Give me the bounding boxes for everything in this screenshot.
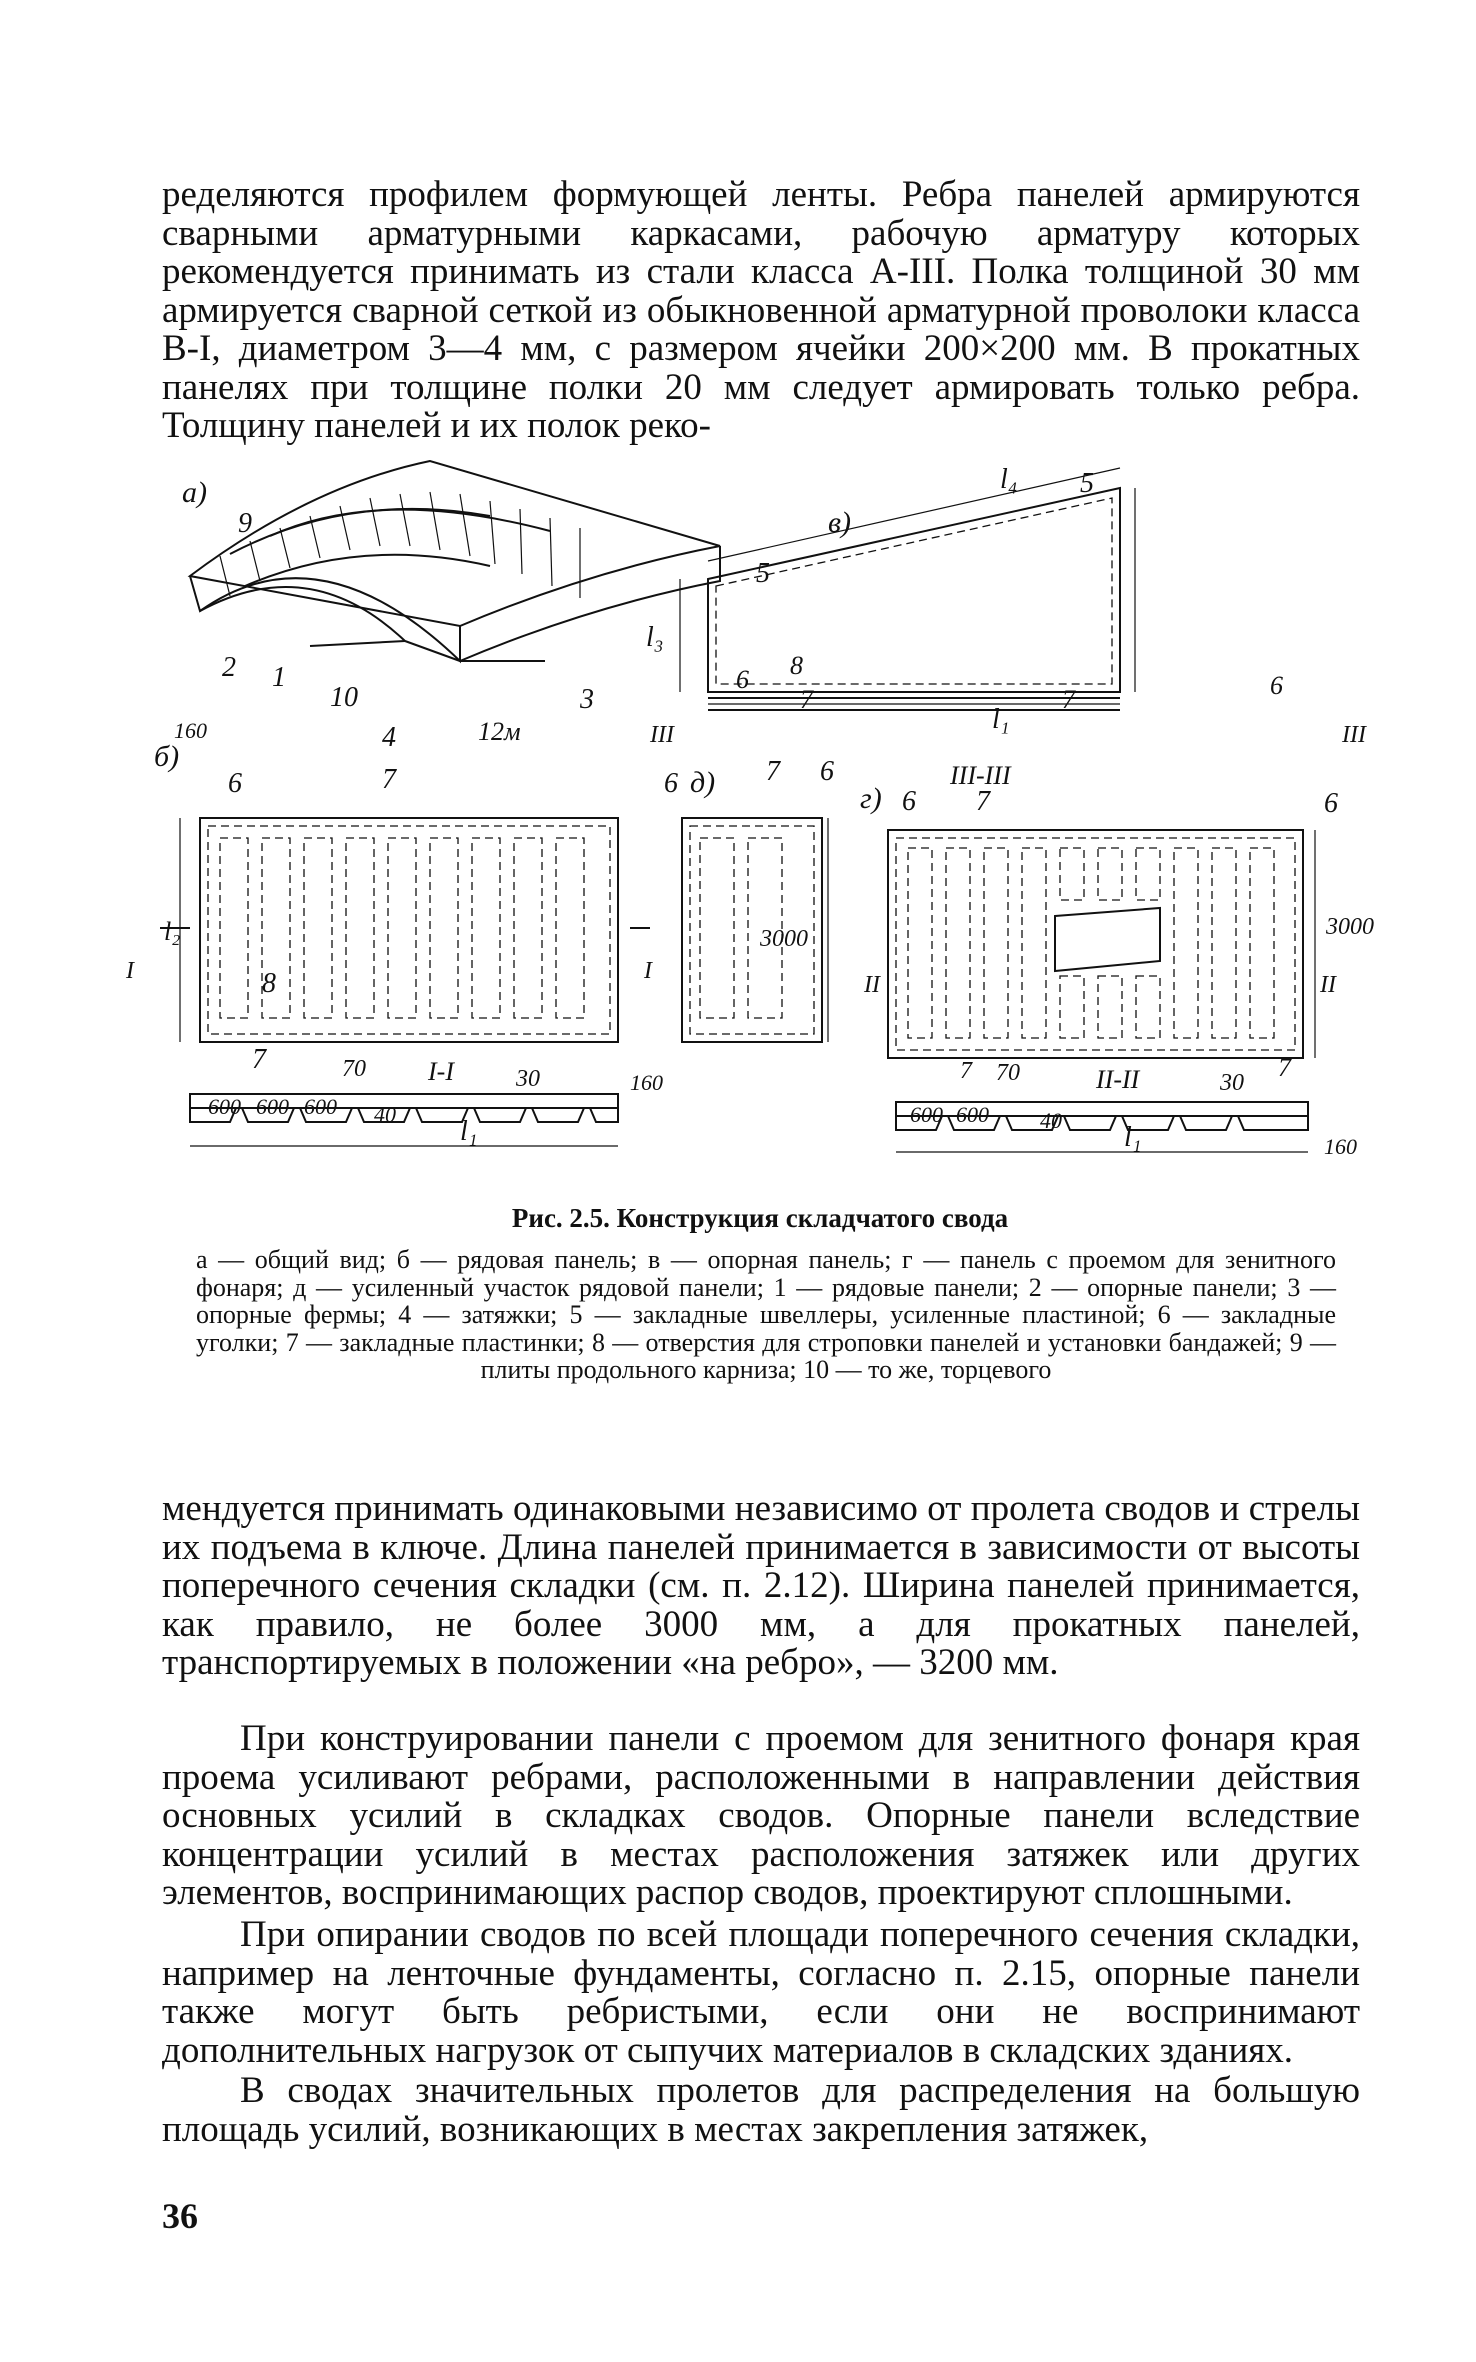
dim-160-top: 160 xyxy=(174,718,207,743)
label-part-v: в) xyxy=(828,506,852,539)
dim-30-left: 30 xyxy=(516,1066,540,1092)
callout-7-g-bottom: 7 xyxy=(960,1058,972,1084)
dim-600-e: 600 xyxy=(956,1102,989,1127)
callout-6-g-right: 6 xyxy=(1324,788,1338,819)
callout-10: 10 xyxy=(330,682,358,713)
callout-8-left: 8 xyxy=(262,968,276,999)
callout-8-top: 8 xyxy=(790,651,803,680)
section-2-2-label: II-II xyxy=(1096,1065,1140,1094)
panel-with-opening-plan xyxy=(888,830,1315,1058)
dim-l1-top: l₁ xyxy=(992,704,1010,735)
dim-160-right: 160 xyxy=(1324,1134,1357,1159)
callout-7-top: 7 xyxy=(382,764,396,795)
dim-l3: l₃ xyxy=(646,622,664,653)
dim-l1-right: l₁ xyxy=(1124,1122,1142,1153)
label-part-b: б) xyxy=(154,740,180,773)
dim-70-left: 70 xyxy=(342,1056,366,1082)
dim-40-right: 40 xyxy=(1040,1108,1062,1133)
paragraph-top: ределяются профилем формующей ленты. Ребра панелей армируются сварными арматурными каркасами, рабочую арматуру которых рекомендуется принимать из стали класса А-III. Полка толщиной 30 мм армируется сварной сеткой из обыкновенной арматурной проволоки класса В-I, диаметром 3—4 мм, с размером ячейки 200×200 мм. В прокатных панелях при толщине полки 20 мм следует армировать только ребра. Толщину панелей и их полок реко- xyxy=(162,174,1360,446)
dim-600-a: 600 xyxy=(208,1094,241,1119)
callout-1: 1 xyxy=(272,662,286,693)
callout-6-left: 6 xyxy=(228,768,242,799)
dim-3000-d: 3000 xyxy=(760,926,808,952)
figure-caption-legend: а — общий вид; б — рядовая панель; в — опорная панель; г — панель с проемом для зенитного фонаря; д — усиленный участок рядовой панели; 1 — рядовые панели; 2 — опорные панели; 3 — опорные фермы; 4 — затяжки; 5 — закладные швеллеры, усиленные пластиной; 6 — закладные уголки; 7 — закладные пластинки; 8 — отверстия для строповки панелей и установки бандажей; 9 — плиты продольного карниза; 10 — то же, торцевого xyxy=(196,1245,1336,1384)
callout-6-top: 6 xyxy=(736,665,749,694)
callout-6-mid: 6 xyxy=(664,768,678,799)
dim-l2: l₂ xyxy=(164,917,181,946)
callout-2: 2 xyxy=(222,652,236,683)
dim-70-right: 70 xyxy=(996,1060,1020,1086)
dim-40-left: 40 xyxy=(374,1102,396,1127)
callout-7b: 7 xyxy=(1062,685,1075,714)
label-part-g: г) xyxy=(860,782,882,815)
dim-160-left: 160 xyxy=(630,1070,663,1095)
mark-1-left: I xyxy=(126,958,134,984)
label-part-d: д) xyxy=(690,766,716,799)
dim-3000-g: 3000 xyxy=(1326,914,1374,940)
dim-12m: 12м xyxy=(478,717,521,746)
dim-l1-left: l₁ xyxy=(460,1116,478,1147)
dim-600-c: 600 xyxy=(304,1094,337,1119)
mark-2-right: II xyxy=(1320,972,1336,998)
mark-3-left: III xyxy=(650,722,674,748)
paragraph-bottom-3: При опирании сводов по всей площади поперечного сечения складки, например на ленточные фундаменты, согласно п. 2.15, опорные панели также могут быть ребристыми, если они не воспринимают дополнительных нагрузок от сыпучих материалов в складских зданиях. xyxy=(162,1914,1360,2071)
ordinary-panel-plan xyxy=(160,818,650,1042)
callout-7-left: 7 xyxy=(252,1044,266,1075)
callout-7a: 7 xyxy=(800,685,813,714)
label-part-a: а) xyxy=(182,476,207,509)
callout-7-d: 7 xyxy=(766,756,780,787)
callout-7-g: 7 xyxy=(976,786,990,817)
paragraph-bottom-2: При конструировании панели с проемом для зенитного фонаря края проема усиливают ребрами, расположенными в направлении действия основных усилий в складках сводов. Опорные панели вследствие концентрации усилий в местах расположения затяжек или других элементов, воспринимающих распор сводов, проектируют сплошными. xyxy=(162,1718,1360,1913)
figure-vault-construction xyxy=(126,446,1374,1206)
callout-5: 5 xyxy=(1080,468,1094,499)
figure-caption-title: Рис. 2.5. Конструкция складчатого свода xyxy=(511,1203,1009,1233)
callout-9: 9 xyxy=(238,508,252,539)
section-1-1-drawing xyxy=(190,1094,618,1146)
callout-6-g: 6 xyxy=(902,786,916,817)
ordinary-panel-drawing xyxy=(0,538,630,987)
dim-30-right: 30 xyxy=(1220,1070,1244,1096)
callout-3: 3 xyxy=(580,684,594,715)
mark-1-right: I xyxy=(644,958,652,984)
mark-3-right: III xyxy=(1342,722,1366,748)
section-3-3-label: III-III xyxy=(950,761,1011,790)
callout-7-g-right: 7 xyxy=(1278,1053,1291,1082)
general-view-drawing xyxy=(190,461,720,661)
callout-4: 4 xyxy=(382,722,396,753)
callout-6-d: 6 xyxy=(820,756,834,787)
page-number: 36 xyxy=(162,2196,198,2236)
dim-l4: l₄ xyxy=(1000,464,1018,495)
callout-5b: 5 xyxy=(756,558,770,589)
callout-6-top-right: 6 xyxy=(1270,671,1283,700)
paragraph-bottom-4: В сводах значительных пролетов для распределения на большую площадь усилий, возникающих в местах закрепления затяжек, xyxy=(162,2070,1360,2150)
figure-drawing xyxy=(126,446,1374,1206)
dim-600-b: 600 xyxy=(256,1094,289,1119)
dim-600-d: 600 xyxy=(910,1102,943,1127)
paragraph-bottom-1: мендуется принимать одинаковыми независимо от пролета сводов и стрелы их подъема в ключе. Длина панелей принимается в зависимости от высоты поперечного сечения складки (см. п. 2.12). Ширина панелей принимается, как правило, не более 3000 мм, а для прокатных панелей, транспортируемых в положении «на ребро», — 3200 мм. xyxy=(162,1488,1360,1683)
section-1-1-label: I-I xyxy=(428,1057,454,1086)
mark-2-left: II xyxy=(864,972,880,998)
